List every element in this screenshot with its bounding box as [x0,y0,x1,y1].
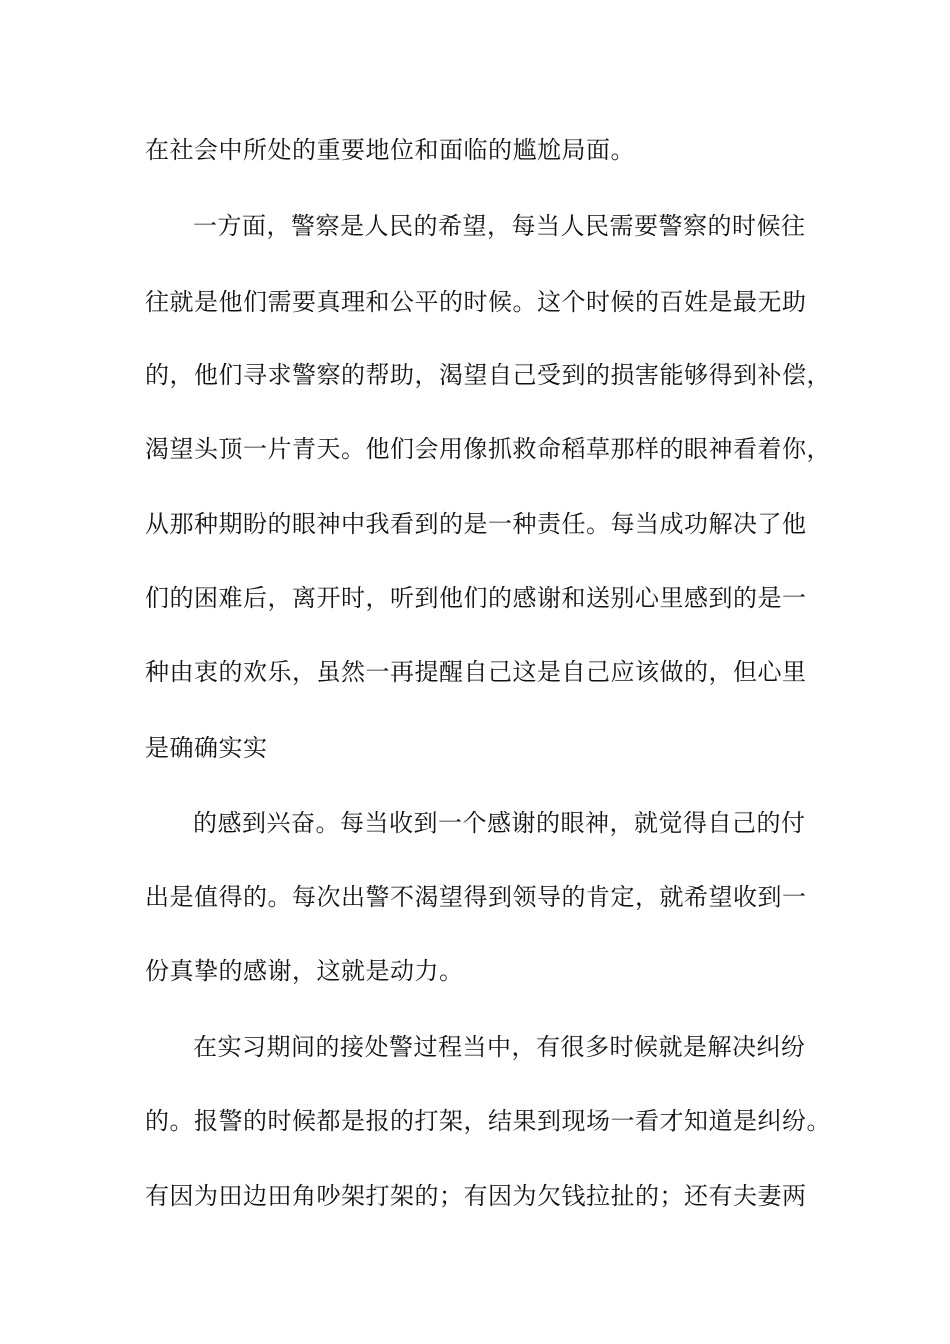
text-line: 渴望头顶一片青天。他们会用像抓救命稻草那样的眼神看着你， [145,435,831,463]
text-line: 往就是他们需要真理和公平的时候。这个时候的百姓是最无助 [145,288,807,316]
text-line: 种由衷的欢乐，虽然一再提醒自己这是自己应该做的，但心里 [145,658,807,686]
text-line: 出是值得的。每次出警不渴望得到领导的肯定，就希望收到一 [145,883,807,911]
text-line: 是确确实实 [145,734,268,762]
text-line: 的。报警的时候都是报的打架，结果到现场一看才知道是纠纷。 [145,1107,831,1135]
text-line: 的，他们寻求警察的帮助，渴望自己受到的损害能够得到补偿， [145,361,831,389]
text-line: 有因为田边田角吵架打架的；有因为欠钱拉扯的；还有夫妻两 [145,1182,807,1210]
text-line: 在社会中所处的重要地位和面临的尴尬局面。 [145,136,635,164]
paragraph-start-line: 在实习期间的接处警过程当中，有很多时候就是解决纠纷 [193,1033,806,1061]
text-line: 从那种期盼的眼神中我看到的是一种责任。每当成功解决了他 [145,510,807,538]
paragraph-start-line: 一方面，警察是人民的希望，每当人民需要警察的时候往 [193,212,806,240]
text-line: 们的困难后，离开时，听到他们的感谢和送别心里感到的是一 [145,584,807,612]
text-line: 份真挚的感谢，这就是动力。 [145,957,464,985]
paragraph-start-line: 的感到兴奋。每当收到一个感谢的眼神，就觉得自己的付 [193,809,806,837]
